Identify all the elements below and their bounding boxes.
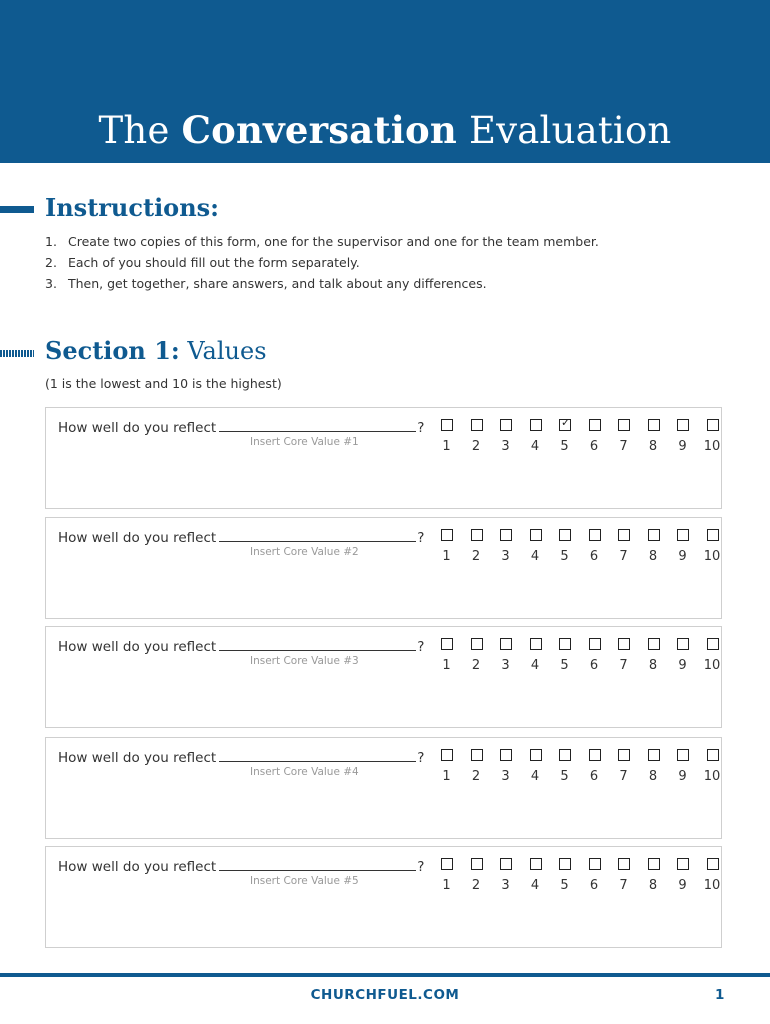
- rating-checkbox[interactable]: [618, 749, 630, 761]
- question-box: [45, 626, 722, 728]
- rating-option[interactable]: [669, 529, 699, 569]
- question-prompt: How well do you reflect ?: [58, 750, 425, 766]
- rating-option[interactable]: [610, 638, 640, 678]
- rating-label: 10: [703, 439, 721, 454]
- rating-option[interactable]: [463, 419, 493, 459]
- rating-option[interactable]: [551, 416, 581, 459]
- rating-option[interactable]: [699, 419, 729, 459]
- rating-option[interactable]: [522, 529, 552, 569]
- question-box: [45, 517, 722, 619]
- rating-option[interactable]: [433, 638, 463, 678]
- rating-option[interactable]: [640, 858, 670, 898]
- rating-scale: [433, 749, 723, 789]
- instruction-item: 2. Each of you should fill out the form separately.: [45, 255, 360, 270]
- rating-label: 5: [560, 878, 569, 893]
- rating-option[interactable]: [610, 419, 640, 459]
- rating-checkbox[interactable]: [500, 419, 512, 431]
- rating-option[interactable]: [463, 638, 493, 678]
- rating-option[interactable]: [669, 858, 699, 898]
- core-value-blank[interactable]: [219, 637, 416, 651]
- rating-checkbox[interactable]: [648, 419, 660, 431]
- rating-option[interactable]: [551, 529, 581, 569]
- rating-label: 3: [501, 769, 510, 784]
- rating-label: 1: [442, 658, 451, 673]
- rating-checkbox[interactable]: [471, 419, 483, 431]
- rating-checkbox[interactable]: [530, 858, 542, 870]
- rating-label: 5: [560, 439, 569, 454]
- rating-checkbox[interactable]: [707, 529, 719, 541]
- rating-checkbox[interactable]: [589, 419, 601, 431]
- core-value-hint: Insert Core Value #3: [250, 655, 359, 667]
- core-value-hint: Insert Core Value #2: [250, 546, 359, 558]
- rating-label: 4: [530, 439, 540, 454]
- rating-label: 6: [589, 769, 599, 784]
- rating-label: 6: [589, 878, 599, 893]
- rating-label: 8: [648, 439, 658, 454]
- rating-checkbox[interactable]: [530, 419, 542, 431]
- core-value-hint: Insert Core Value #4: [250, 766, 359, 778]
- rating-checkbox[interactable]: [441, 749, 453, 761]
- rating-option[interactable]: [699, 858, 729, 898]
- rating-scale: [433, 529, 723, 569]
- rating-label: 7: [619, 549, 628, 564]
- rating-label: 1: [442, 878, 451, 893]
- core-value-hint: Insert Core Value #5: [250, 875, 359, 887]
- question-box: [45, 407, 722, 509]
- rating-label: 7: [619, 769, 628, 784]
- rating-option[interactable]: [551, 638, 581, 678]
- core-value-blank[interactable]: [219, 528, 416, 542]
- rating-option[interactable]: [433, 419, 463, 459]
- instructions-list: [45, 231, 599, 294]
- rating-checkbox[interactable]: [648, 529, 660, 541]
- instruction-item: 1. Create two copies of this form, one for the supervisor and one for the team member.: [45, 234, 599, 249]
- rating-option[interactable]: [522, 419, 552, 459]
- rating-label: 1: [442, 439, 451, 454]
- page-number: 1: [715, 987, 725, 1003]
- rating-checkbox[interactable]: [618, 638, 630, 650]
- rating-label: 2: [471, 769, 481, 784]
- rating-label: 3: [501, 439, 510, 454]
- rating-checkbox[interactable]: [707, 638, 719, 650]
- rating-option[interactable]: [492, 529, 522, 569]
- rating-option[interactable]: [699, 638, 729, 678]
- rating-label: 4: [530, 769, 540, 784]
- rating-checkbox[interactable]: [471, 638, 483, 650]
- rating-label: 3: [501, 658, 510, 673]
- rating-label: 8: [648, 549, 658, 564]
- rating-checkbox[interactable]: [441, 858, 453, 870]
- rating-option[interactable]: [492, 638, 522, 678]
- rating-checkbox[interactable]: [441, 638, 453, 650]
- rating-option[interactable]: [551, 858, 581, 898]
- rating-label: 6: [589, 549, 599, 564]
- question-prompt: How well do you reflect ?: [58, 420, 425, 436]
- rating-checkbox[interactable]: [471, 858, 483, 870]
- page-title: The Conversation Evaluation: [98, 108, 672, 152]
- section-heading: Section 1: Values: [45, 336, 267, 365]
- rating-label: 10: [703, 658, 721, 673]
- header-banner: [0, 0, 770, 163]
- rating-option[interactable]: [492, 749, 522, 789]
- rating-label: 6: [589, 439, 599, 454]
- section-accent-bar: [0, 350, 34, 357]
- rating-option[interactable]: [522, 749, 552, 789]
- rating-label: 9: [678, 439, 687, 454]
- rating-option[interactable]: [581, 529, 611, 569]
- rating-option[interactable]: [522, 858, 552, 898]
- rating-label: 8: [648, 769, 658, 784]
- rating-label: 4: [530, 658, 540, 673]
- question-prompt: How well do you reflect ?: [58, 639, 425, 655]
- rating-label: 9: [678, 769, 687, 784]
- rating-checkbox[interactable]: [707, 749, 719, 761]
- rating-label: 10: [703, 549, 721, 564]
- rating-checkbox[interactable]: [500, 638, 512, 650]
- rating-label: 9: [678, 878, 687, 893]
- rating-label: 3: [501, 549, 510, 564]
- rating-checkbox[interactable]: [707, 858, 719, 870]
- rating-checkbox[interactable]: [589, 529, 601, 541]
- rating-checkbox[interactable]: [559, 529, 571, 541]
- rating-label: 6: [589, 658, 599, 673]
- rating-checkbox[interactable]: [677, 529, 689, 541]
- rating-option[interactable]: [699, 749, 729, 789]
- rating-option[interactable]: [581, 858, 611, 898]
- rating-checkbox[interactable]: [618, 419, 630, 431]
- rating-label: 1: [442, 769, 451, 784]
- rating-option[interactable]: [433, 858, 463, 898]
- rating-option[interactable]: [699, 529, 729, 569]
- rating-option[interactable]: [551, 749, 581, 789]
- question-box: [45, 846, 722, 948]
- rating-option[interactable]: [463, 858, 493, 898]
- core-value-hint: Insert Core Value #1: [250, 436, 359, 448]
- rating-label: 2: [471, 549, 481, 564]
- footer-rule: [0, 973, 770, 977]
- rating-label: 2: [471, 439, 481, 454]
- rating-checkbox[interactable]: [589, 749, 601, 761]
- rating-option[interactable]: [492, 858, 522, 898]
- rating-checkbox[interactable]: [530, 529, 542, 541]
- rating-checkbox[interactable]: [530, 749, 542, 761]
- rating-checkbox[interactable]: [471, 749, 483, 761]
- rating-label: 5: [560, 769, 569, 784]
- rating-option[interactable]: [669, 638, 699, 678]
- rating-option[interactable]: [610, 529, 640, 569]
- rating-checkbox[interactable]: [677, 749, 689, 761]
- scale-note: (1 is the lowest and 10 is the highest): [45, 376, 282, 391]
- instructions-accent-bar: [0, 206, 34, 213]
- rating-option[interactable]: [640, 749, 670, 789]
- rating-option[interactable]: [610, 749, 640, 789]
- rating-label: 2: [471, 658, 481, 673]
- rating-option[interactable]: [433, 529, 463, 569]
- rating-label: 1: [442, 549, 451, 564]
- rating-option[interactable]: [522, 638, 552, 678]
- rating-option[interactable]: [581, 638, 611, 678]
- rating-checkbox[interactable]: [559, 858, 571, 870]
- rating-scale: [433, 858, 723, 898]
- rating-checkbox[interactable]: [618, 529, 630, 541]
- rating-label: 9: [678, 658, 687, 673]
- rating-option[interactable]: [492, 419, 522, 459]
- rating-label: 7: [619, 878, 628, 893]
- rating-label: 7: [619, 439, 628, 454]
- rating-label: 4: [530, 878, 540, 893]
- rating-checkbox[interactable]: [559, 638, 571, 650]
- rating-checkbox[interactable]: [500, 749, 512, 761]
- rating-label: 5: [560, 549, 569, 564]
- rating-option[interactable]: [433, 749, 463, 789]
- rating-label: 10: [703, 878, 721, 893]
- rating-checkbox[interactable]: [559, 416, 571, 431]
- rating-label: 2: [471, 878, 481, 893]
- rating-checkbox[interactable]: [589, 858, 601, 870]
- rating-option[interactable]: [640, 638, 670, 678]
- rating-label: 5: [560, 658, 569, 673]
- rating-checkbox[interactable]: [471, 529, 483, 541]
- rating-checkbox[interactable]: [530, 638, 542, 650]
- rating-checkbox[interactable]: [677, 419, 689, 431]
- question-prompt: How well do you reflect ?: [58, 859, 425, 875]
- core-value-blank[interactable]: [219, 857, 416, 871]
- rating-option[interactable]: [610, 858, 640, 898]
- rating-checkbox[interactable]: [648, 749, 660, 761]
- rating-option[interactable]: [463, 749, 493, 789]
- rating-checkbox[interactable]: [441, 419, 453, 431]
- rating-option[interactable]: [581, 419, 611, 459]
- rating-option[interactable]: [640, 529, 670, 569]
- instruction-item: 3. Then, get together, share answers, and talk about any differences.: [45, 276, 487, 291]
- rating-option[interactable]: [463, 529, 493, 569]
- rating-checkbox[interactable]: [677, 638, 689, 650]
- rating-option[interactable]: [581, 749, 611, 789]
- rating-label: 7: [619, 658, 628, 673]
- footer-website[interactable]: CHURCHFUEL.COM: [310, 987, 460, 1003]
- rating-checkbox[interactable]: [500, 529, 512, 541]
- rating-checkbox[interactable]: [677, 858, 689, 870]
- rating-checkbox[interactable]: [589, 638, 601, 650]
- question-prompt: How well do you reflect ?: [58, 530, 425, 546]
- rating-option[interactable]: [669, 749, 699, 789]
- check-icon: ✓: [561, 416, 571, 429]
- rating-label: 8: [648, 878, 658, 893]
- rating-checkbox[interactable]: [441, 529, 453, 541]
- rating-checkbox[interactable]: [648, 638, 660, 650]
- core-value-blank[interactable]: [219, 748, 416, 762]
- rating-checkbox[interactable]: [648, 858, 660, 870]
- rating-checkbox[interactable]: [618, 858, 630, 870]
- rating-label: 3: [501, 878, 510, 893]
- rating-label: 9: [678, 549, 687, 564]
- rating-scale: [433, 638, 723, 678]
- rating-label: 8: [648, 658, 658, 673]
- rating-checkbox[interactable]: [559, 749, 571, 761]
- rating-label: 4: [530, 549, 540, 564]
- rating-option[interactable]: [640, 419, 670, 459]
- question-box: [45, 737, 722, 839]
- rating-label: 10: [703, 769, 721, 784]
- instructions-heading: Instructions:: [45, 193, 220, 222]
- rating-checkbox[interactable]: [707, 419, 719, 431]
- rating-checkbox[interactable]: [500, 858, 512, 870]
- core-value-blank[interactable]: [219, 418, 416, 432]
- rating-scale: [433, 416, 723, 459]
- rating-option[interactable]: [669, 419, 699, 459]
